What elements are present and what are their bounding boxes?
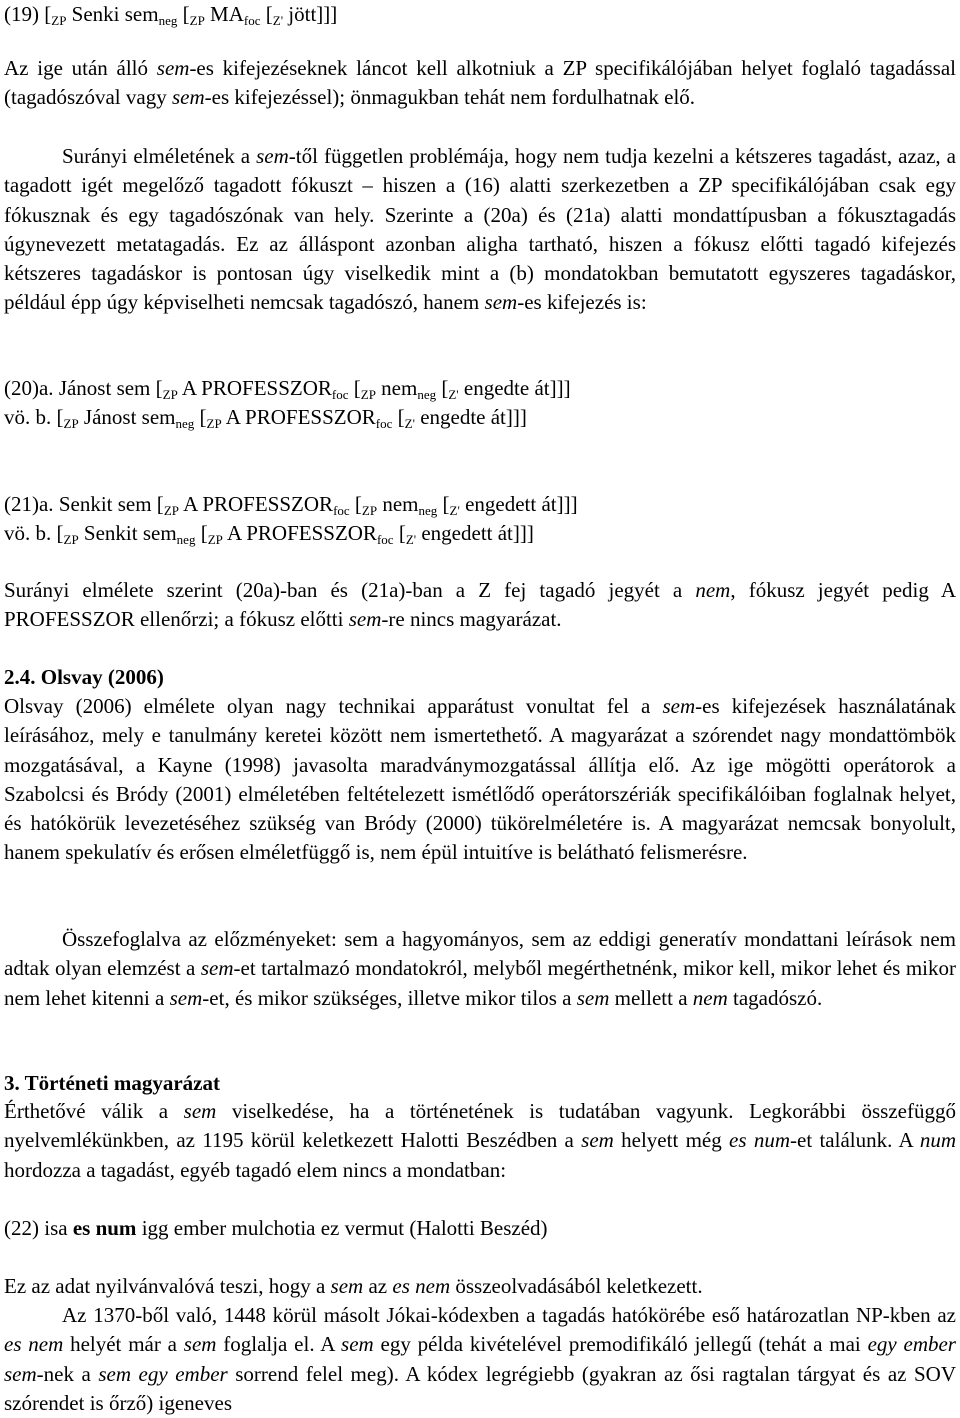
bold-term: es num — [72, 1216, 137, 1240]
italic-term: egy ember sem — [4, 1332, 956, 1386]
paragraph-8 — [4, 1301, 956, 1418]
text: -es kifejezések használatának leírásához, mely e tanulmány keretei között nem ismertethető. A magyarázat a szórendet nagy mondattömbök mozgatásával, a Kayne (1998) javasolta maradványmozgatással állítja elő. Az ige mögötti operátorok a Szabolcsi és Bródy (2001) elméletében feltételezett ismétlődő operátorszériák specifikálóiban foglalnak helyet, és hatókörük levezetéséhez szükség van Bródy (2000) tükörelméletére is. A magyarázat nemcsak bonyolult, hanem spekulatív és erősen elméletfüggő is, nem épül intuitíve is belátható felismerésre. — [4, 694, 956, 865]
italic-term: sem — [330, 1274, 364, 1298]
paragraph-7 — [4, 1272, 956, 1301]
text: -nek a — [36, 1361, 99, 1386]
example-number: (19) — [4, 2, 39, 26]
subscript: ZP — [360, 387, 376, 402]
italic-term: sem — [341, 1332, 374, 1357]
text: -et tartalmazó mondatokról, melyből megérthetnénk, mikor kell, mikor lehet és mikor nem lehet kitenni a — [4, 956, 956, 1010]
subscript: ZP — [189, 13, 205, 28]
example-20a — [4, 374, 956, 402]
paragraph-6 — [4, 1097, 956, 1185]
subscript: ZP — [163, 503, 179, 518]
subscript: Z' — [272, 13, 284, 28]
subscript: Z' — [448, 387, 459, 402]
subscript: ZP — [162, 387, 178, 402]
text: Az ige után álló — [4, 56, 157, 80]
word: Senkit sem [ — [58, 492, 164, 516]
word: engedte át]]] — [414, 405, 527, 429]
word: [ — [436, 376, 449, 400]
text: Az 1370-ből való, 1448 körül másolt Jókai-kódexben a tagadás hatókörébe eső határozatlan NP-kben az — [62, 1303, 956, 1327]
paragraph-1 — [4, 54, 956, 113]
text: -es kifejezés is: — [517, 290, 647, 315]
text: mellett a — [609, 985, 693, 1010]
text: összeolvadásából keletkezett. — [450, 1274, 703, 1298]
italic-term: es num — [729, 1128, 791, 1153]
text: -től független problémája, hogy nem tudja kezelni a kétszeres tagadást, azaz, a tagadott igét megelőző tagadott fókuszt – hiszen a (16) alatti szerkezetben a ZP specifikálójában csak egy fókusznak és egy tagadószónak van hely. Szerinte a (20a) és (21a) alatti mondattípusban a fókusztagadás úgynevezett metatagadás. Ez az álláspont azonban aligha tartható, hiszen a fókusz előtti tagadó kifejezés kétszeres tagadáskor is pontosan úgy viselkedik mint a (b) mondatokban bemutatott egyszeres tagadáskor, például épp úgy képviselheti nemcsak tagadószó, hanem — [4, 144, 957, 315]
text: -et, és mikor szükséges, illetve mikor tilos a — [202, 985, 577, 1010]
word: [ — [56, 405, 64, 429]
subscript: foc — [375, 416, 393, 431]
example-label: (21)a. — [4, 492, 54, 516]
subscript: neg — [417, 387, 437, 402]
italic-term: sem — [171, 85, 205, 110]
italic-term: sem egy ember — [98, 1361, 228, 1386]
italic-term: sem — [183, 1099, 217, 1123]
italic-term: es nem — [4, 1332, 64, 1357]
example-label: (20)a. — [4, 376, 54, 400]
subscript: ZP — [206, 416, 222, 431]
example-label: vö. b. — [4, 521, 52, 545]
italic-term: sem — [662, 694, 696, 718]
subscript: Z' — [449, 503, 460, 518]
italic-term: sem — [183, 1332, 217, 1357]
word: Senkit sem — [78, 521, 177, 545]
word: engedett át]]] — [416, 521, 534, 545]
italic-term: sem — [200, 956, 234, 981]
bracket: [ — [265, 2, 273, 26]
word: A PROFESSZOR — [221, 405, 376, 429]
subscript: foc — [331, 387, 349, 402]
word: [ — [56, 521, 64, 545]
example-21a — [4, 490, 956, 518]
subscript: ZP — [63, 532, 79, 547]
word: A PROFESSZOR — [222, 521, 377, 545]
bracket: [ — [44, 2, 52, 26]
word: engedte át]]] — [458, 376, 571, 400]
word: [ — [195, 521, 208, 545]
paragraph-4 — [4, 692, 956, 868]
italic-term: num — [919, 1128, 956, 1153]
section-heading-2-4: 2.4. Olsvay (2006) — [4, 665, 164, 689]
subscript: ZP — [63, 416, 79, 431]
text: Surányi elmélete szerint (20a)-ban és (21a)-ban a Z fej tagadó jegyét a — [4, 578, 696, 602]
text: Összefoglalva az előzményeket: sem a hagyományos, sem az eddigi generatív mondattani leírások nem adtak olyan elemzést a — [4, 927, 956, 981]
text: helyét már a — [63, 1332, 184, 1357]
word: A PROFESSZOR — [178, 492, 334, 516]
text: Olsvay (2006) elmélete olyan nagy technikai apparátust vonultat fel a — [4, 694, 663, 718]
text: Ez az adat nyilvánvalóvá teszi, hogy a — [4, 1274, 331, 1298]
italic-term: sem — [581, 1128, 614, 1153]
subscript: foc — [243, 13, 261, 28]
word: A PROFESSZOR — [177, 376, 332, 400]
italic-term: nem — [695, 578, 731, 602]
subscript: ZP — [51, 13, 67, 28]
subscript: neg — [176, 532, 196, 547]
italic-term: nem — [692, 985, 728, 1010]
text: igg ember mulchotia ez vermut (Halotti Beszéd) — [136, 1216, 548, 1240]
word: [ — [437, 492, 450, 516]
example-20b — [4, 403, 956, 431]
text: -et találunk. A — [790, 1128, 920, 1153]
text: , fókusz jegyét pedig A PROFESSZOR ellenőrzi; a fókusz előtti — [4, 578, 956, 632]
italic-term: sem — [576, 985, 610, 1010]
text: (22) isa — [4, 1216, 73, 1240]
text: helyett még — [613, 1128, 730, 1153]
word: Jánost sem — [78, 405, 176, 429]
text: foglalja el. A — [216, 1332, 342, 1357]
italic-term: sem — [348, 607, 382, 632]
example-21b — [4, 519, 956, 547]
section-heading-3: 3. Történeti magyarázat — [4, 1071, 220, 1095]
subscript: foc — [333, 503, 350, 518]
text: -es kifejezéssel); önmagukban tehát nem fordulhatnak elő. — [204, 85, 696, 110]
word: [ — [392, 405, 405, 429]
subscript: Z' — [404, 416, 415, 431]
word: MA — [210, 2, 244, 26]
word: engedett át]]] — [459, 492, 578, 516]
paragraph-2 — [4, 142, 956, 318]
word: nem — [377, 492, 419, 516]
italic-term: sem — [169, 985, 203, 1010]
example-label: vö. b. — [4, 405, 52, 429]
word: Jánost sem [ — [58, 376, 163, 400]
word: [ — [348, 376, 361, 400]
word: jött]]] — [288, 2, 338, 26]
word: Senki sem — [71, 2, 159, 26]
italic-term: sem — [156, 56, 190, 80]
text: hordozza a tagadást, egyéb tagadó elem nincs a mondatban: — [4, 1157, 507, 1182]
text: Érthetővé válik a — [4, 1099, 184, 1123]
italic-term: sem — [256, 144, 289, 168]
italic-term: sem — [484, 290, 518, 315]
paragraph-3 — [4, 576, 956, 635]
subscript: neg — [418, 503, 438, 518]
text: viselkedése, ha a történetének is tudatában vagyunk. Legkorábbi összefüggő nyelvemlékünkben, az 1195 körül keletkezett Halotti Beszédben a — [4, 1099, 956, 1153]
italic-term: es nem — [392, 1274, 451, 1298]
word: nem — [375, 376, 418, 400]
example-22 — [4, 1214, 956, 1242]
text: -re nincs magyarázat. — [381, 607, 562, 632]
text: Surányi elméletének a — [62, 144, 257, 168]
subscript: Z' — [405, 532, 417, 547]
subscript: ZP — [207, 532, 223, 547]
text: sorrend felel meg). A kódex legrégiebb (gyakran az ősi ragtalan tárgyat és az SOV szórendet is őrző) igeneves — [4, 1361, 957, 1415]
subscript: neg — [175, 416, 195, 431]
subscript: foc — [376, 532, 394, 547]
example-19 — [4, 0, 956, 28]
paragraph-5 — [4, 925, 956, 1013]
bracket: [ — [182, 2, 190, 26]
text: az — [363, 1274, 393, 1298]
word: [ — [393, 521, 406, 545]
text: tagadószó. — [727, 985, 823, 1010]
word: [ — [349, 492, 362, 516]
text: -es kifejezéseknek láncot kell alkotniuk a ZP specifikálójában helyet foglaló tagadással (tagadószóval vagy — [4, 56, 956, 110]
subscript: neg — [158, 13, 178, 28]
text: egy példa kivételével premodifikáló jellegű (tehát a mai — [373, 1332, 868, 1357]
subscript: ZP — [361, 503, 378, 518]
word: [ — [194, 405, 207, 429]
